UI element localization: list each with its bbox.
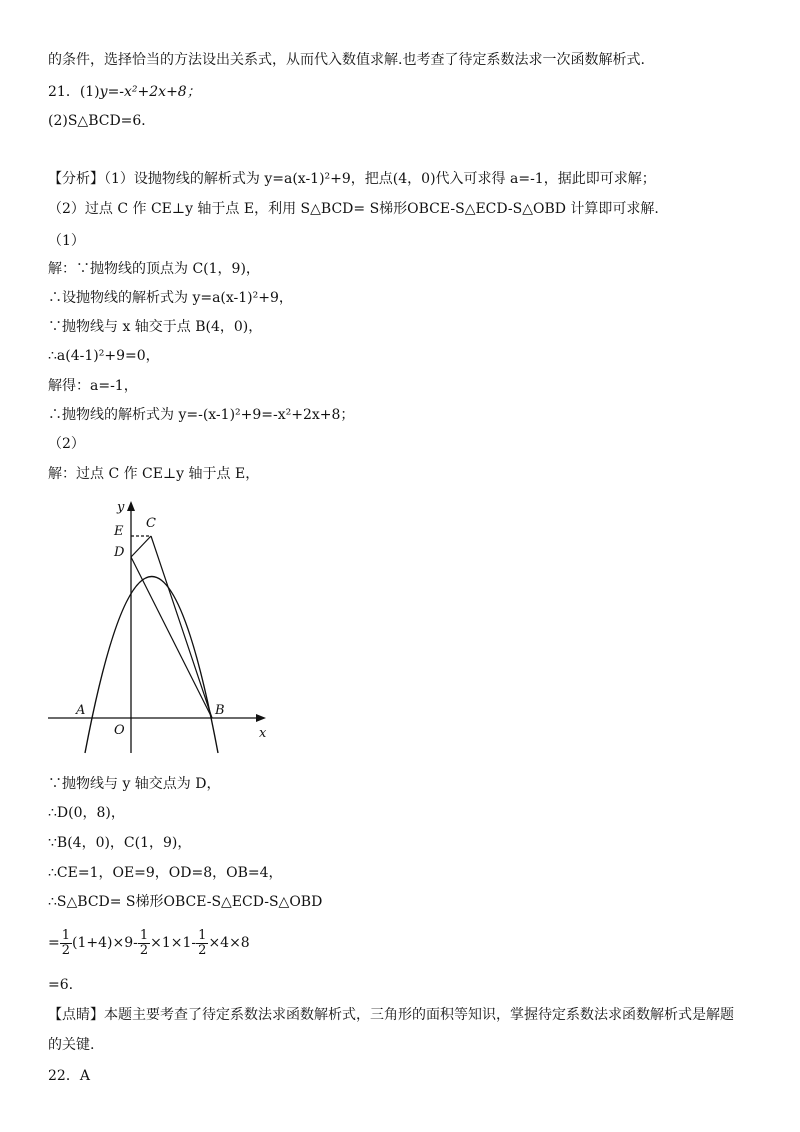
label-o: O xyxy=(114,723,125,738)
solution-line: （1） xyxy=(48,233,85,249)
parabola-figure xyxy=(40,495,280,760)
segment-db xyxy=(131,557,212,718)
answer-formula: y=-x²+2x+8； xyxy=(99,84,201,100)
analysis-line: （2）过点 C 作 CE⊥y 轴于点 E，利用 S△BCD= S梯形OBCE-S△ECD-S△OBD 计算即可求解. xyxy=(48,201,659,217)
solution-line: 解：过点 C 作 CE⊥y 轴于点 E， xyxy=(48,466,260,482)
fraction-half: $\frac{1}{2}$ xyxy=(139,927,149,958)
equals-sign: = xyxy=(48,935,60,951)
solution-line: ∴抛物线的解析式为 y=-(x-1)²+9=-x²+2x+8； xyxy=(48,407,355,423)
answer-21-part2: (2)S△BCD=6． xyxy=(48,113,156,129)
comment-line: 【点睛】本题主要考查了待定系数法求函数解析式，三角形的面积等知识，掌握待定系数法求函数解析式是解题 xyxy=(48,1007,734,1023)
analysis-line: 【分析】（1）设抛物线的解析式为 y=a(x-1)²+9，把点(4，0)代入可求得 a=-1，据此即可求解； xyxy=(48,171,656,187)
label-b: B xyxy=(215,703,225,718)
solution-line: ∴设抛物线的解析式为 y=a(x-1)²+9， xyxy=(48,290,293,306)
comment-line: 的关键. xyxy=(48,1037,95,1053)
solution-line: ∵抛物线与 x 轴交于点 B(4，0)， xyxy=(48,319,263,335)
solution-line: ∴CE=1，OE=9，OD=8，OB=4， xyxy=(48,865,283,881)
solution-line: ∴S△BCD= S梯形OBCE-S△ECD-S△OBD xyxy=(48,894,323,910)
solution-line: ∵B(4，0)，C(1，9)， xyxy=(48,835,192,851)
label-c: C xyxy=(146,516,156,531)
answer-22: 22．A xyxy=(48,1068,90,1084)
label-x: x xyxy=(259,726,267,741)
result-line: =6. xyxy=(48,977,74,993)
label-e: E xyxy=(114,524,124,539)
fraction-half: $\frac{1}{2}$ xyxy=(61,927,71,958)
fraction-half: $\frac{1}{2}$ xyxy=(198,927,207,958)
solution-line: 解得：a=-1， xyxy=(48,378,138,394)
calc-term: (1+4)×9- xyxy=(72,935,138,951)
label-a: A xyxy=(76,703,86,718)
segment-cb xyxy=(151,536,212,718)
solution-line: 解：∵抛物线的顶点为 C(1，9)， xyxy=(48,261,260,277)
solution-line: ∵抛物线与 y 轴交点为 D， xyxy=(48,776,221,792)
answer-21-part1 xyxy=(48,82,201,102)
answer-label: 21．(1) xyxy=(48,84,100,100)
parabola-curve xyxy=(85,577,218,754)
calc-term: ×1×1- xyxy=(150,935,197,951)
text-line: 的条件，选择恰当的方法设出关系式，从而代入数值求解.也考查了待定系数法求一次函数解析式. xyxy=(48,52,645,68)
segment-cd xyxy=(131,536,151,557)
label-d: D xyxy=(114,545,125,560)
label-y: y xyxy=(117,500,125,515)
solution-line: （2） xyxy=(48,436,85,452)
solution-line: ∴a(4-1)²+9=0， xyxy=(48,348,160,364)
calc-term: ×4×8 xyxy=(208,935,250,951)
y-axis-arrow-icon xyxy=(127,501,135,511)
x-axis-arrow-icon xyxy=(256,714,266,722)
solution-line: ∴D(0，8)， xyxy=(48,805,125,821)
area-calculation xyxy=(48,928,250,958)
